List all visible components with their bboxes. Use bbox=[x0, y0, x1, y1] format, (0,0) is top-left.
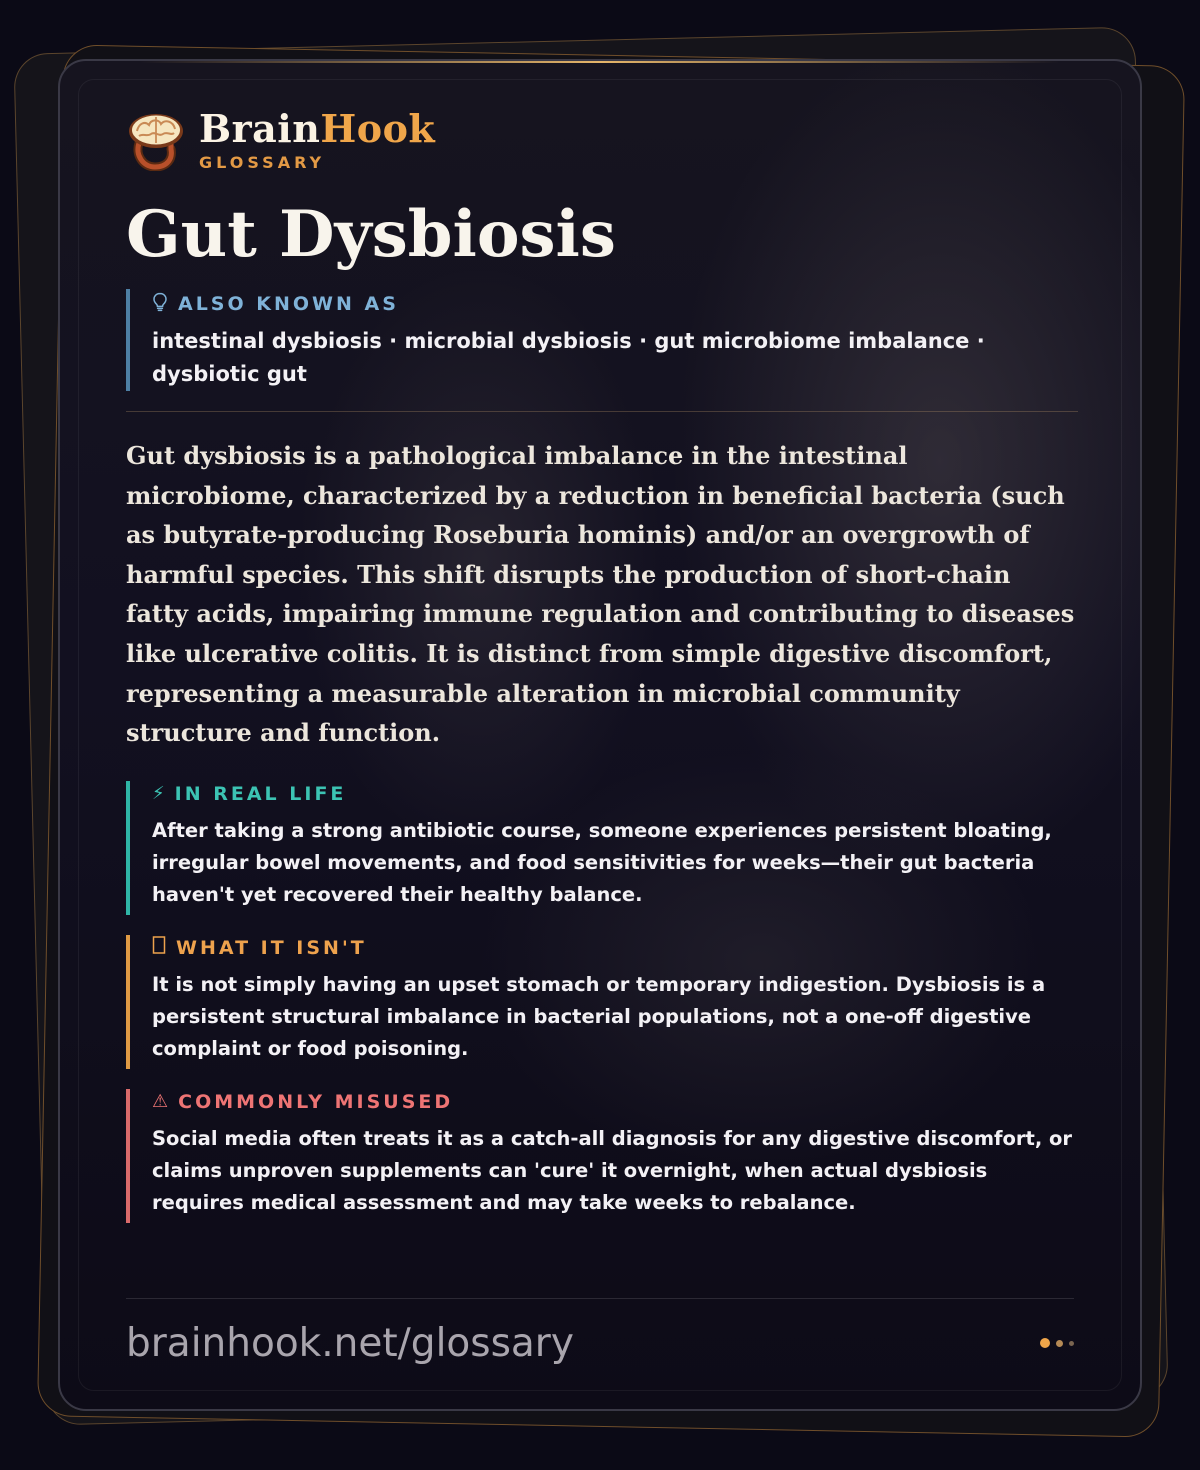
page-dot-active bbox=[1040, 1338, 1050, 1348]
section-divider bbox=[126, 411, 1078, 412]
what-it-isnt-label: WHAT IT ISN'T bbox=[176, 936, 367, 959]
footer-url: brainhook.net/glossary bbox=[126, 1321, 574, 1366]
also-known-as-section bbox=[126, 289, 1078, 391]
lightbulb-icon bbox=[152, 292, 168, 317]
also-known-as-label-row bbox=[152, 291, 1078, 317]
no-entry-icon bbox=[152, 935, 166, 960]
glossary-card bbox=[58, 59, 1142, 1411]
term-title: Gut Dysbiosis bbox=[126, 197, 616, 272]
card-top-glow bbox=[140, 61, 1060, 63]
card-content bbox=[126, 105, 1078, 1223]
brand-subtitle: GLOSSARY bbox=[199, 152, 326, 172]
warning-icon: ⚠ bbox=[152, 1091, 169, 1113]
page-dot bbox=[1069, 1341, 1074, 1346]
lightning-icon: ⚡ bbox=[152, 783, 165, 805]
commonly-misused-label-row bbox=[152, 1089, 1078, 1115]
what-it-isnt-section bbox=[126, 935, 1078, 1069]
commonly-misused-text: Social media often treats it as a catch-all diagnosis for any digestive discomfort, or claims unproven supplements can 'cure' it overnight, when actual dysbiosis requires medical assessment and may take weeks to rebalance. bbox=[152, 1126, 1073, 1214]
page-dot bbox=[1056, 1340, 1063, 1347]
definition-text: Gut dysbiosis is a pathological imbalance in the intestinal microbiome, characterized by a reduction in beneficial bacteria (such as butyrate-producing Roseburia hominis) and/or an overgrowth of harmful species. This shift disrupts the production of short-chain fatty acids, impairing immune regulation and contributing to diseases like ulcerative colitis. It is distinct from simple digestive discomfort, representing a measurable alteration in microbial community structure and function. bbox=[126, 441, 1075, 748]
in-real-life-text: After taking a strong antibiotic course, someone experiences persistent bloating, irregular bowel movements, and food sensitivities for weeks—their gut bacteria haven't yet recovered their healthy balance. bbox=[152, 818, 1052, 906]
brand-name bbox=[199, 105, 436, 151]
in-real-life-label: IN REAL LIFE bbox=[174, 782, 347, 805]
also-known-as-text: intestinal dysbiosis · microbial dysbiosis · gut microbiome imbalance · dysbiotic gut bbox=[152, 329, 985, 386]
in-real-life-label-row bbox=[152, 781, 1078, 807]
brand-name-hook: Hook bbox=[320, 105, 436, 151]
footer-divider bbox=[126, 1298, 1074, 1299]
brain-hook-logo-icon bbox=[125, 109, 187, 171]
also-known-as-label: ALSO KNOWN AS bbox=[178, 293, 399, 315]
brand-header bbox=[126, 105, 1078, 175]
what-it-isnt-label-row bbox=[152, 935, 1078, 961]
commonly-misused-label: COMMONLY MISUSED bbox=[178, 1090, 454, 1113]
brand-name-brain: Brain bbox=[199, 105, 321, 151]
commonly-misused-section bbox=[126, 1089, 1078, 1223]
page-dots bbox=[1034, 1338, 1074, 1348]
what-it-isnt-text: It is not simply having an upset stomach or temporary indigestion. Dysbiosis is a persistent structural imbalance in bacterial populations, not a one-off digestive complaint or food poisoning. bbox=[152, 972, 1046, 1060]
in-real-life-section bbox=[126, 781, 1078, 915]
brand-text bbox=[199, 105, 436, 172]
